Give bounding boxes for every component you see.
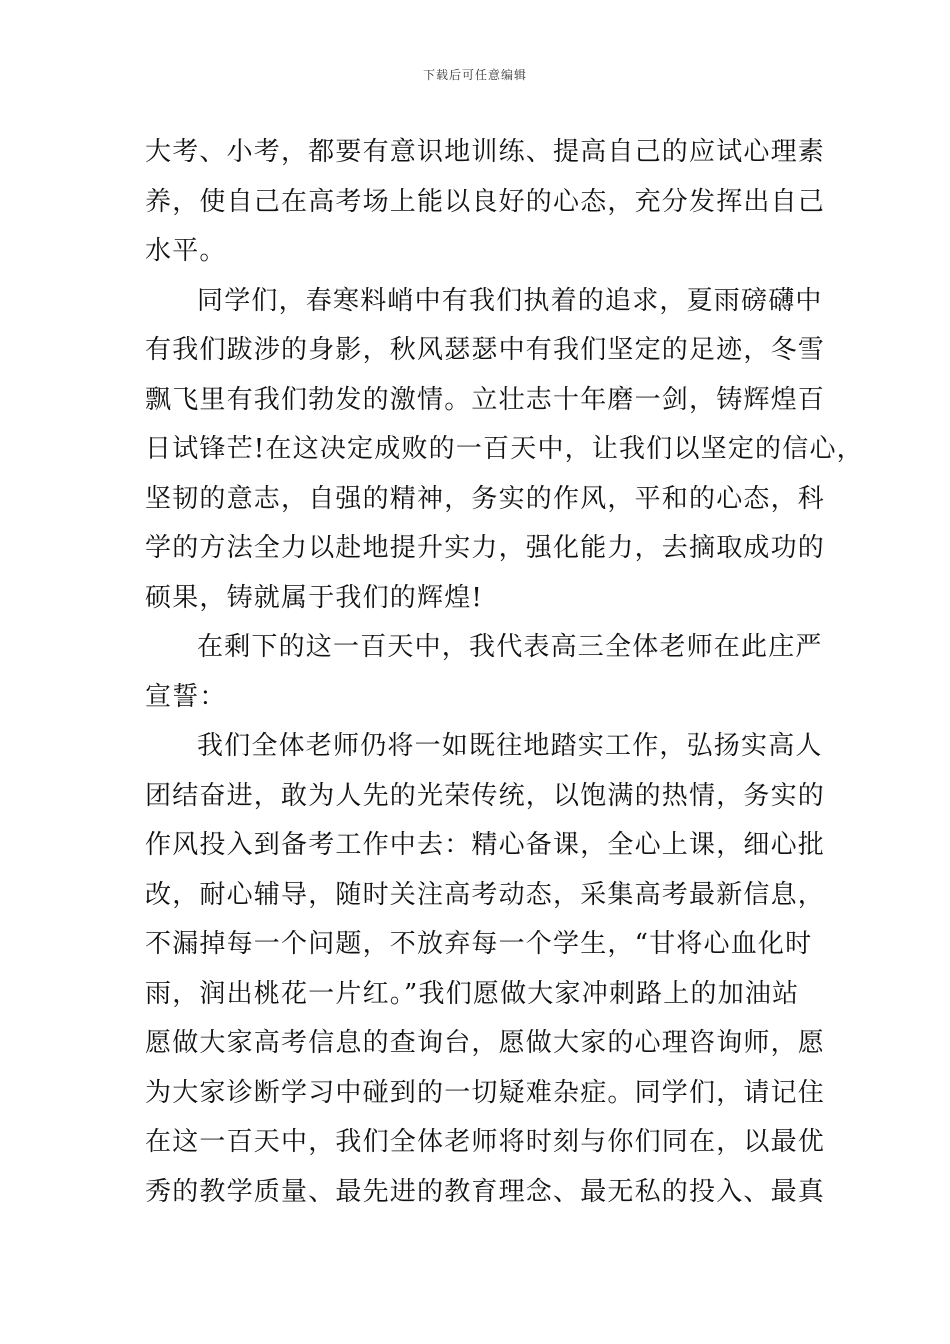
body-text: [145, 128, 864, 1217]
text-line: 团结奋进，敢为人先的光荣传统，以饱满的热情，务实的: [145, 780, 826, 811]
text-line: 秀的教学质量、最先进的教育理念、最无私的投入、最真: [145, 1176, 826, 1207]
text-line: 大考、小考，都要有意识地训练、提高自己的应试心理素: [145, 137, 826, 167]
text-line: 为大家诊断学习中碰到的一切疑难杂症。同学们，请记住: [145, 1077, 826, 1108]
text-line: 改，耐心辅导，随时关注高考动态，采集高考最新信息，: [145, 879, 826, 910]
text-line: 作风投入到备考工作中去：精心备课，全心上课，细心批: [145, 830, 826, 860]
text-line: 在剩下的这一百天中，我代表高三全体老师在此庄严: [197, 632, 823, 662]
text-line: 宣誓：: [145, 681, 227, 712]
text-line: 同学们，春寒料峭中有我们执着的追求，夏雨磅礴中: [197, 285, 823, 316]
text-line: 雨，润出桃花一片红。”我们愿做大家冲刺路上的加油站: [145, 978, 800, 1009]
text-line: 有我们跋涉的身影，秋风瑟瑟中有我们坚定的足迹，冬雪: [145, 335, 826, 365]
text-line: 硕果，铸就属于我们的辉煌!: [145, 582, 484, 613]
text-line: 飘飞里有我们勃发的激情。立壮志十年磨一剑，铸辉煌百: [145, 384, 826, 415]
text-line: 在这一百天中，我们全体老师将时刻与你们同在，以最优: [145, 1127, 826, 1157]
page-header: 下载后可任意编辑: [422, 68, 527, 82]
text-line: 日试锋芒!在这决定成败的一百天中，让我们以坚定的信心，: [145, 434, 864, 464]
text-line: 愿做大家高考信息的查询台，愿做大家的心理咨询师，愿: [145, 1028, 826, 1058]
text-line: 不漏掉每一个问题，不放弃每一个学生，“甘将心血化时: [145, 929, 813, 959]
text-line: 我们全体老师仍将一如既往地踏实工作，弘扬实高人: [197, 731, 823, 761]
text-line: 水平。: [145, 236, 227, 266]
text-line: 坚韧的意志，自强的精神，务实的作风，平和的心态，科: [145, 483, 826, 514]
text-line: 养，使自己在高考场上能以良好的心态，充分发挥出自己: [145, 186, 826, 217]
text-line: 学的方法全力以赴地提升实力，强化能力，去摘取成功的: [145, 533, 826, 563]
